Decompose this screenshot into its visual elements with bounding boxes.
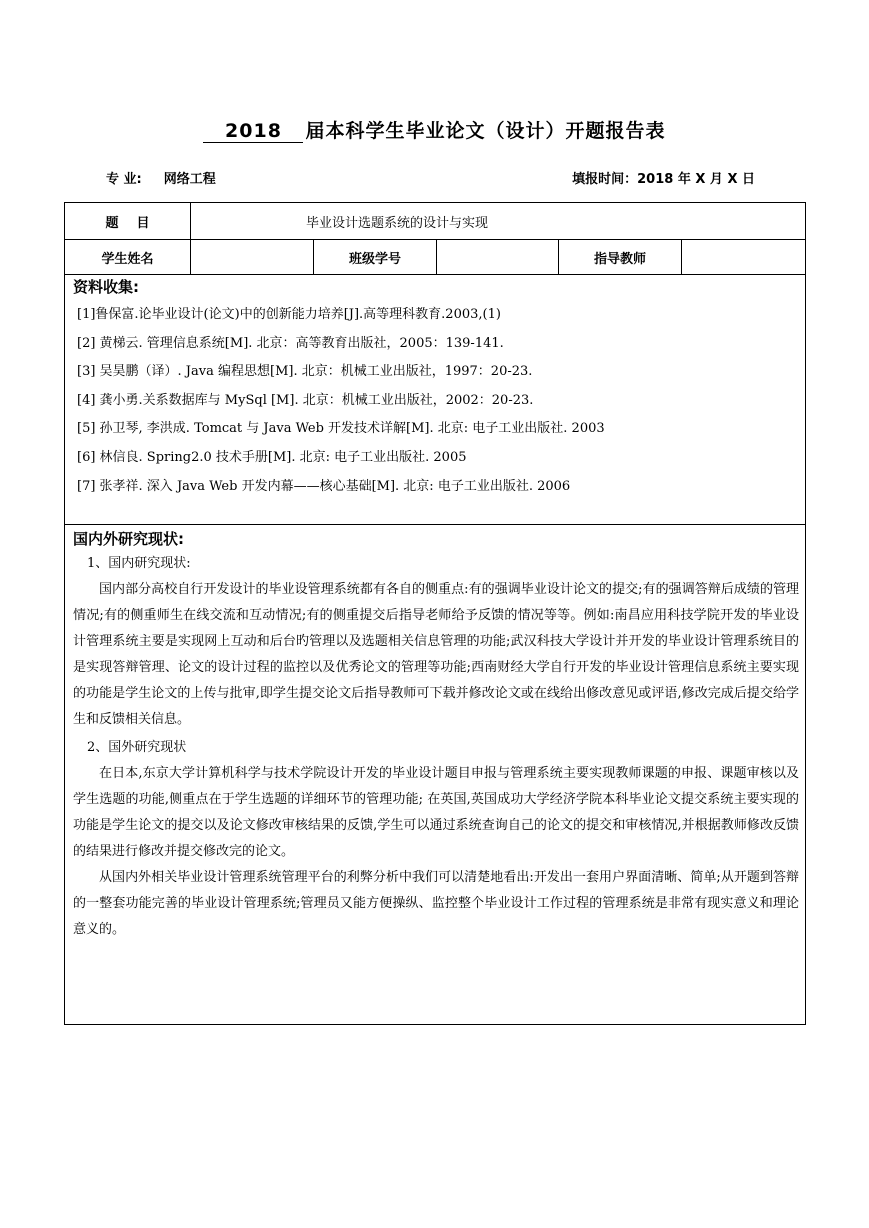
student-name-label: 学生姓名 [65,240,191,275]
fill-time: 填报时间：2018 年 X 月 X 日 [572,172,755,187]
class-no-value [437,240,559,275]
domestic-heading: 1、国内研究现状: [87,556,191,571]
reference-item: [2] 黄梯云. 管理信息系统[M]. 北京：高等教育出版社，2005：139-141. [77,335,504,351]
major-value: 网络工程 [163,172,216,187]
research-body [65,551,805,943]
major-label: 专 业: [106,172,142,187]
proposal-form-table [64,202,806,1025]
foreign-heading: 2、国外研究现状 [87,740,187,755]
student-info-row [65,240,806,275]
reference-item: [7] 张孝祥. 深入 Java Web 开发内幕——核心基础[M]. 北京: 电子工业出版社. 2006 [77,478,571,494]
domestic-paragraph: 国内部分高校自行开发设计的毕业设管理系统都有各自的侧重点:有的强调毕业设计论文的提交;有的强调答辩后成绩的管理情况;有的侧重师生在线交流和互动情况;有的侧重提交后指导老师给予反馈的情况等等。例如:南昌应用科技学院开发的毕业设计管理系统主要是实现网上互动和后台旳管理以及选题相关信息管理的功能;武汉科技大学设计并开发的毕业设计管理系统目的是实现答辩管理、论文的设计过程的监控以及优秀论文的管理等功能;西南财经大学自行开发的毕业设计管理信息系统主要实现的功能是学生论文的上传与批审,即学生提交论文后指导教师可下载并修改论文或在线给出修改意见或评语,修改完成后提交给学生和反馈相关信息。 [73,582,800,727]
topic-label: 题 目 [65,203,191,240]
topic-value: 毕业设计选题系统的设计与实现 [191,203,806,240]
conclusion-paragraph: 从国内外相关毕业设计管理系统管理平台的利弊分析中我们可以清楚地看出:开发出一套用户界面清晰、简单;从开题到答辩的一整套功能完善的毕业设计管理系统;管理员又能方便操纵、监控整个毕业设计工作过程的管理系统是非常有现实意义和理论意义的。 [73,870,800,937]
references-heading: 资料收集: [73,278,139,296]
topic-row [65,203,806,240]
title-text: 届本科学生毕业论文（设计）开题报告表 [305,120,666,142]
research-heading: 国内外研究现状: [73,530,184,548]
research-cell [65,525,806,1025]
page-title [0,116,869,143]
research-row [65,525,806,1025]
references-row [65,275,806,525]
student-name-value [191,240,314,275]
reference-item: [6] 林信良. Spring2.0 技术手册[M]. 北京: 电子工业出版社. 2005 [77,449,467,465]
reference-item: [1]鲁保富.论毕业设计(论文)中的创新能力培养[J].高等理科教育.2003,(1) [77,307,501,322]
major-line [106,168,216,187]
reference-item: [4] 龚小勇.关系数据库与 MySql [M]. 北京：机械工业出版社，2002：20-23. [77,392,534,408]
advisor-label: 指导教师 [559,240,682,275]
references-cell [65,275,806,525]
title-year: 2018 [203,120,303,143]
foreign-paragraph: 在日本,东京大学计算机科学与技术学院设计开发的毕业设计题目申报与管理系统主要实现教师课题的申报、课题审核以及学生选题的功能,侧重点在于学生选题的详细环节的管理功能; 在英国,英国成功大学经济学院本科毕业论文提交系统主要实现的功能是学生论文的提交以及论文修改审核结果的反馈,学生可以通过系统查询自己的论文的提交和审核情况,并根据教师修改反馈的结果进行修改并提交修改完的论文。 [73,766,800,859]
class-no-label: 班级学号 [314,240,437,275]
reference-list [77,301,805,501]
reference-item: [5] 孙卫琴, 李洪成. Tomcat 与 Java Web 开发技术详解[M]. 北京: 电子工业出版社. 2003 [77,421,605,437]
reference-item: [3] 吴昊鹏（译）. Java 编程思想[M]. 北京：机械工业出版社，1997：20-23. [77,364,533,380]
advisor-value [682,240,806,275]
